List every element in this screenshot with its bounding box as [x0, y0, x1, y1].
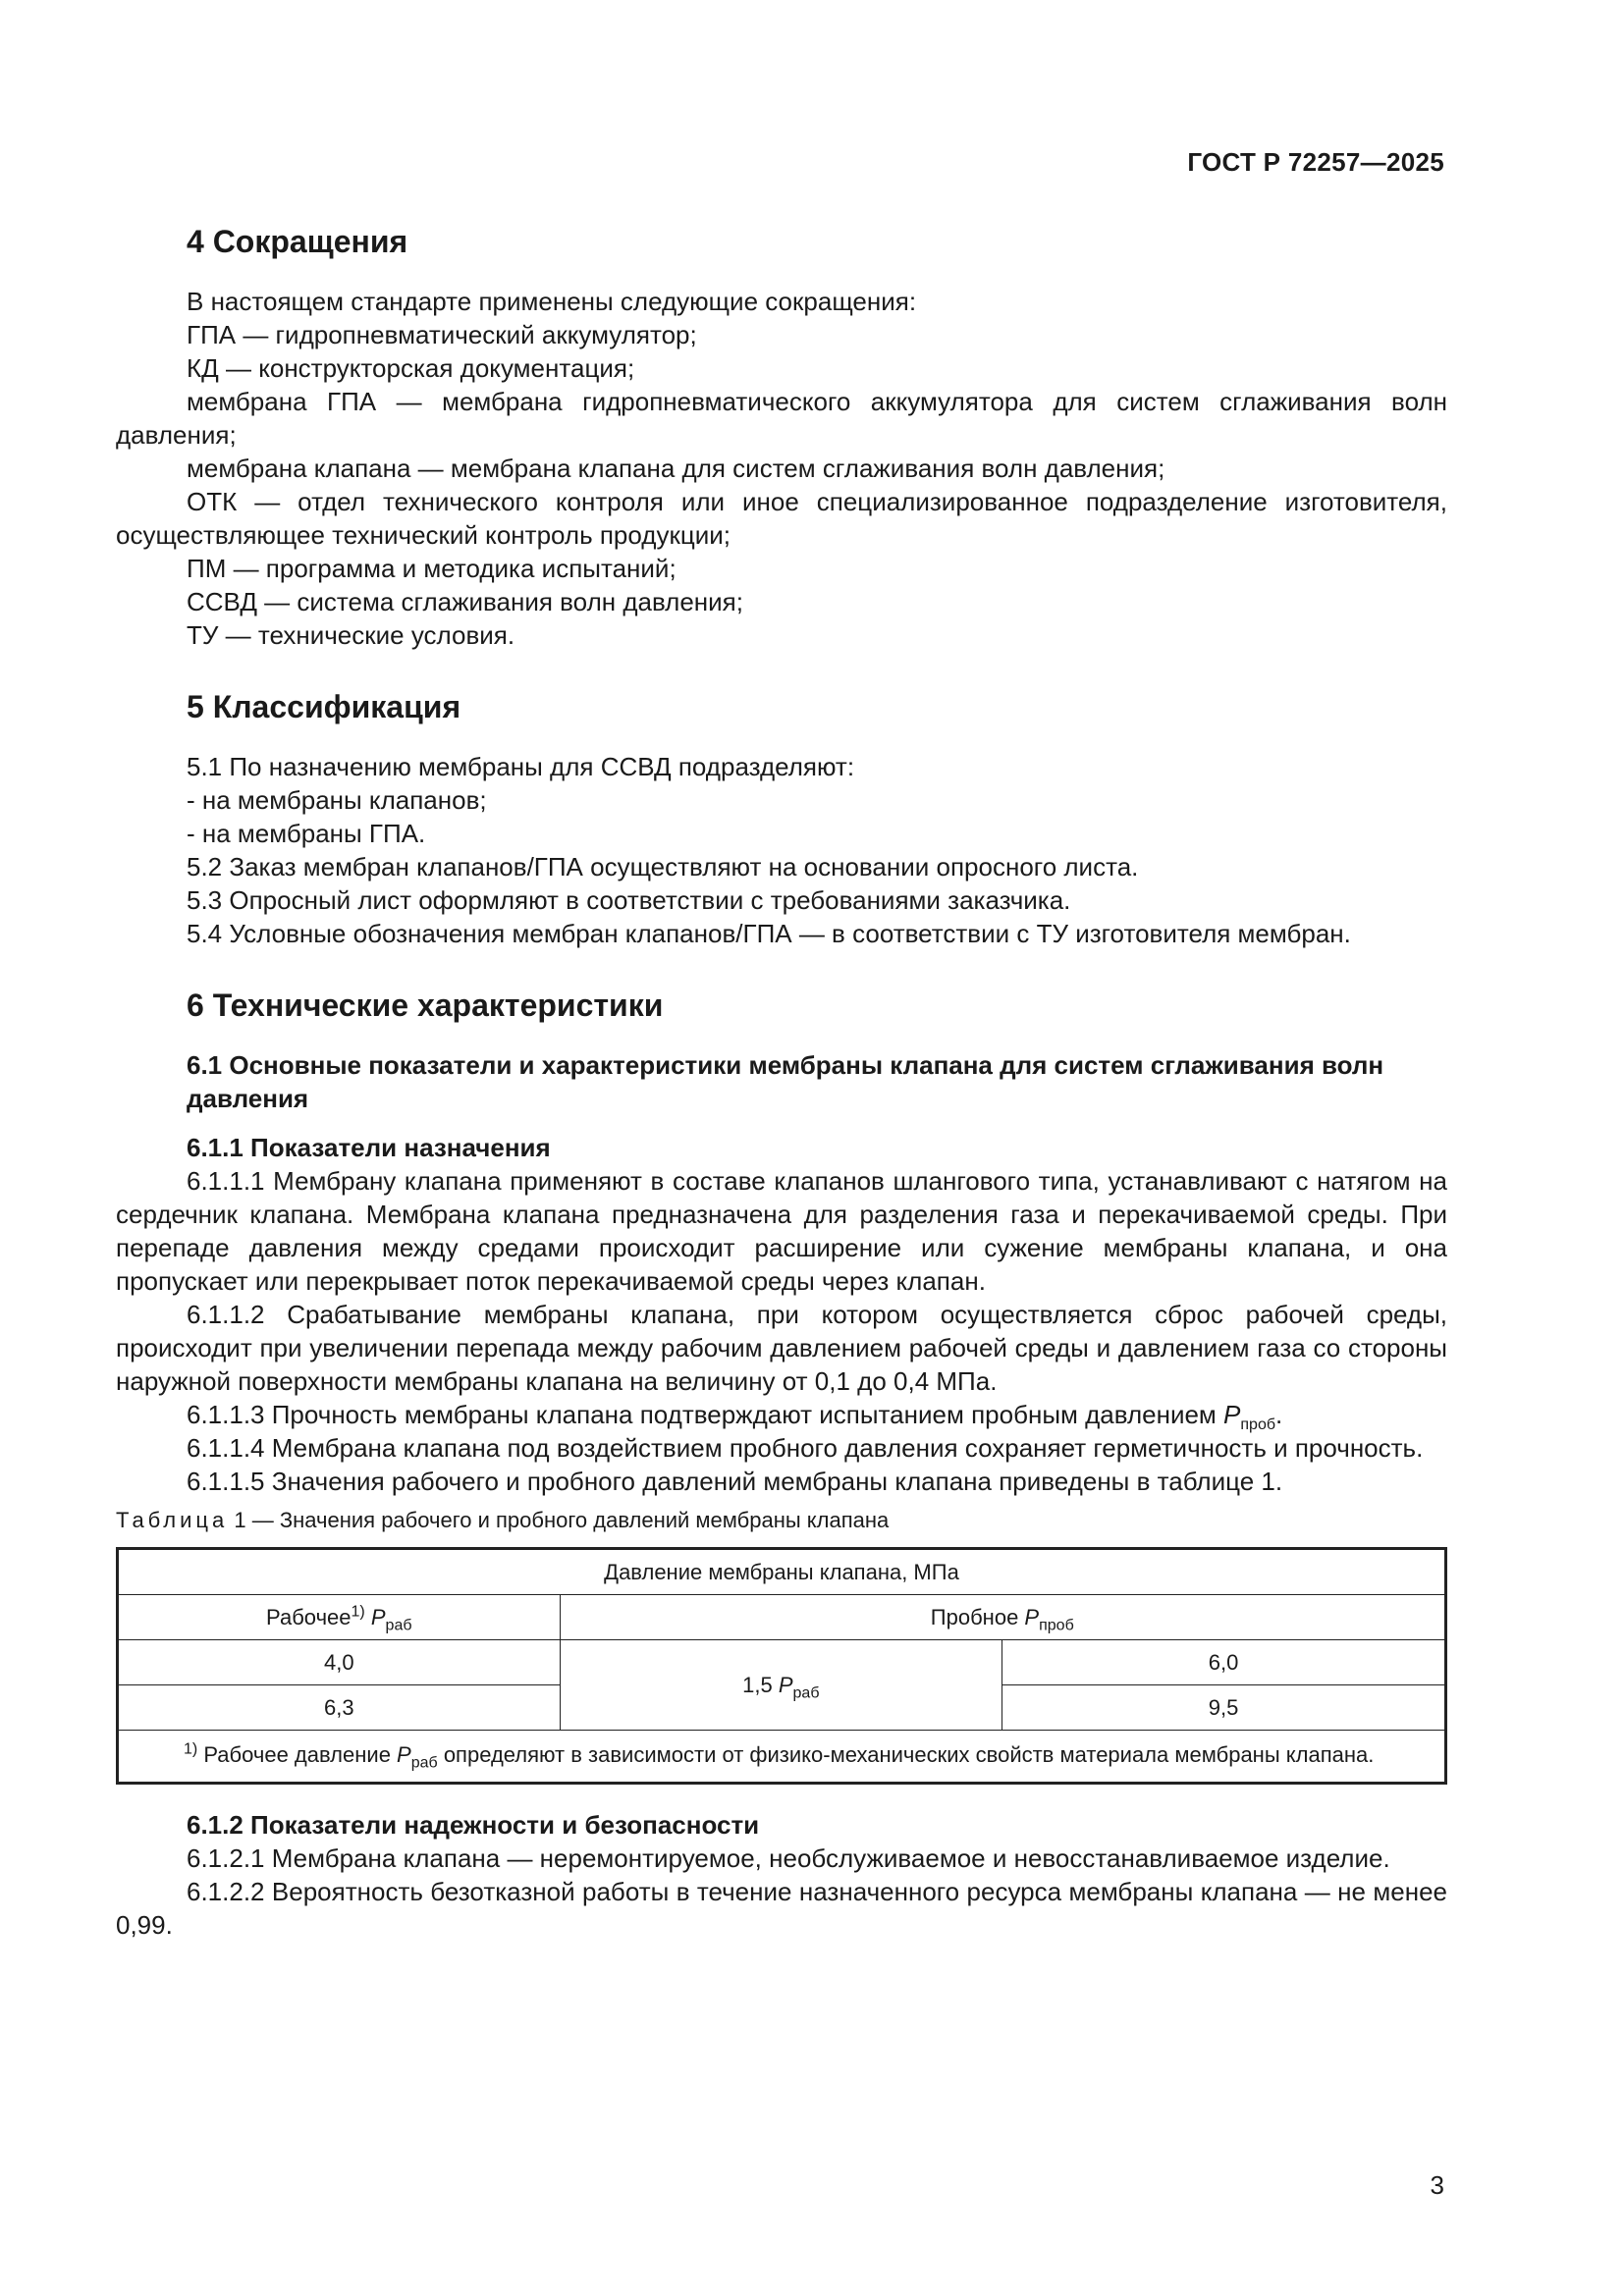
abbrev-item: ТУ — технические условия.	[187, 620, 515, 650]
table-header-main: Давление мембраны клапана, МПа	[118, 1549, 1446, 1595]
table-cell-work: 4,0	[118, 1640, 561, 1685]
page-content	[116, 222, 1447, 1942]
abbrev-item: мембрана клапана — мембрана клапана для систем сглаживания волн давления;	[187, 454, 1165, 483]
table-cell-test: 9,5	[1002, 1685, 1446, 1731]
paragraph-6-1-1-5: 6.1.1.5 Значения рабочего и пробного давлений мембраны клапана приведены в таблице 1.	[187, 1467, 1283, 1496]
table-cell-multiplier: 1,5 $P_{раб}$	[560, 1640, 1002, 1731]
table-header-test: Пробное $P_{проб}$	[560, 1595, 1445, 1640]
paragraph-6-1-1-1: 6.1.1.1 Мембрану клапана применяют в составе клапанов шлангового типа, устанавливают с натягом на сердечник клапана. Мембрана клапана предназначена для разделения газа и перекачиваемой среды. При перепаде давления между средами происходит расширение или сужение мембраны клапана, и она пропускает или перекрывает поток перекачиваемой среды через клапан.	[116, 1166, 1447, 1296]
table-footnote: $^{1)}$ Рабочее давление $P_{раб}$ определяют в зависимости от физико-механических свойств материала мембраны клапана.	[118, 1731, 1446, 1784]
subsection-6-1-2-title: 6.1.2 Показатели надежности и безопасности	[187, 1810, 760, 1840]
abbrev-item: ССВД — система сглаживания волн давления;	[187, 587, 743, 616]
abbrev-item: ГПА — гидропневматический аккумулятор;	[187, 320, 697, 349]
paragraph-6-1-1-4: 6.1.1.4 Мембрана клапана под воздействием пробного давления сохраняет герметичность и прочность.	[187, 1433, 1424, 1463]
classification-item: - на мембраны ГПА.	[187, 819, 426, 848]
classification-item: - на мембраны клапанов;	[187, 785, 487, 815]
classification-item: 5.2 Заказ мембран клапанов/ГПА осуществляют на основании опросного листа.	[187, 852, 1139, 881]
subsection-6-1-title: 6.1 Основные показатели и характеристики мембраны клапана для систем сглаживания волн давления	[187, 1050, 1384, 1113]
section-6-title: 6 Технические характеристики	[187, 988, 664, 1023]
classification-item: 5.3 Опросный лист оформляют в соответствии с требованиями заказчика.	[187, 885, 1071, 915]
paragraph-6-1-2-1: 6.1.2.1 Мембрана клапана — неремонтируемое, необслуживаемое и невосстанавливаемое изделие.	[187, 1843, 1390, 1873]
abbrev-item: ОТК — отдел технического контроля или иное специализированное подразделение изготовителя, осуществляющее технический контроль продукции;	[116, 487, 1447, 550]
table-caption: Таблица 1 — Значения рабочего и пробного давлений мембраны клапана	[116, 1508, 890, 1532]
classification-item: 5.4 Условные обозначения мембран клапанов/ГПА — в соответствии с ТУ изготовителя мембран.	[187, 919, 1351, 948]
classification-item: 5.1 По назначению мембраны для ССВД подразделяют:	[187, 752, 855, 781]
standard-header: ГОСТ Р 72257—2025	[1187, 147, 1444, 177]
section-4-intro: В настоящем стандарте применены следующие сокращения:	[187, 287, 917, 316]
paragraph-6-1-1-3: 6.1.1.3 Прочность мембраны клапана подтверждают испытанием пробным давлением $P_{проб}$.	[187, 1400, 1283, 1434]
table-header-work: Рабочее$^{1)}$ $P_{раб}$	[118, 1595, 561, 1640]
table-cell-work: 6,3	[118, 1685, 561, 1731]
section-5-title: 5 Классификация	[187, 689, 461, 724]
table-cell-test: 6,0	[1002, 1640, 1446, 1685]
pressure-table	[116, 1547, 1447, 1785]
subsection-6-1-1-title: 6.1.1 Показатели назначения	[187, 1133, 551, 1162]
page-number: 3	[1430, 2170, 1444, 2200]
paragraph-6-1-1-2: 6.1.1.2 Срабатывание мембраны клапана, при котором осуществляется сброс рабочей среды, происходит при увеличении перепада между рабочим давлением рабочей среды и давлением газа со стороны наружной поверхности мембраны клапана на величину от 0,1 до 0,4 МПа.	[116, 1300, 1447, 1396]
section-4-title: 4 Сокращения	[187, 224, 408, 259]
abbrev-item: мембрана ГПА — мембрана гидропневматического аккумулятора для систем сглаживания волн давления;	[116, 387, 1447, 450]
abbrev-item: ПМ — программа и методика испытаний;	[187, 554, 677, 583]
abbrev-item: КД — конструкторская документация;	[187, 353, 635, 383]
paragraph-6-1-2-2: 6.1.2.2 Вероятность безотказной работы в течение назначенного ресурса мембраны клапана — не менее 0,99.	[116, 1877, 1447, 1940]
